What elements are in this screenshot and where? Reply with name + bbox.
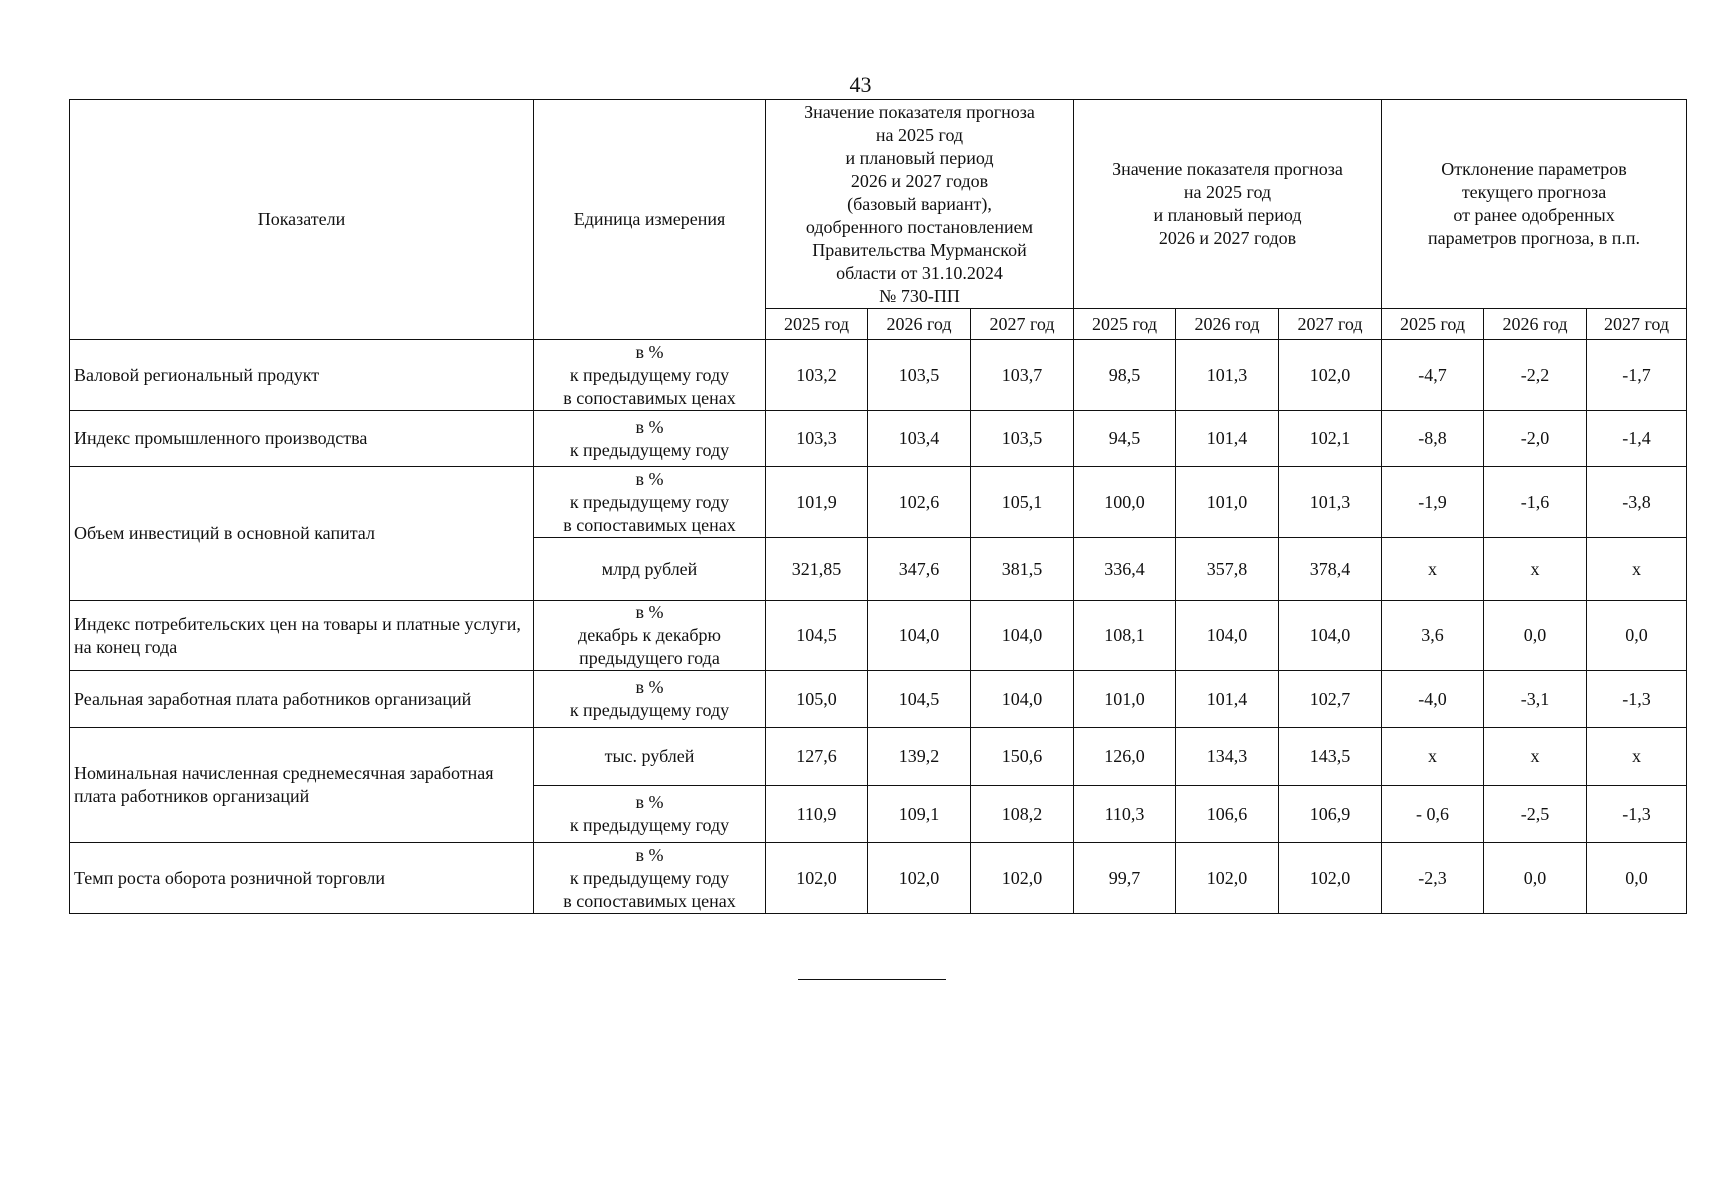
value-cell: -1,4 [1587, 411, 1687, 467]
year-header: 2026 год [1484, 309, 1587, 340]
value-cell: -1,6 [1484, 467, 1587, 538]
indicator-name: Индекс промышленного производства [70, 411, 534, 467]
value-cell: 150,6 [971, 728, 1074, 786]
value-cell: -2,5 [1484, 786, 1587, 843]
table-row [70, 601, 1687, 671]
value-cell: 134,3 [1176, 728, 1279, 786]
value-cell: 101,0 [1074, 671, 1176, 728]
value-cell: 98,5 [1074, 340, 1176, 411]
value-cell: 104,0 [1176, 601, 1279, 671]
value-cell: 104,0 [971, 601, 1074, 671]
header-current-forecast: Значение показателя прогноза на 2025 год и плановый период 2026 и 2027 годов [1074, 100, 1382, 309]
value-cell: -2,3 [1382, 843, 1484, 914]
value-cell: 109,1 [868, 786, 971, 843]
value-cell: х [1587, 728, 1687, 786]
unit-cell: в % к предыдущему году в сопоставимых ценах [534, 843, 766, 914]
table-row [70, 467, 1687, 538]
value-cell: 102,6 [868, 467, 971, 538]
header-approved-forecast: Значение показателя прогноза на 2025 год и плановый период 2026 и 2027 годов (базовый вариант), одобренного постановлением Правительства Мурманской области от 31.10.2024 № 730-ПП [766, 100, 1074, 309]
value-cell: -8,8 [1382, 411, 1484, 467]
table-row [70, 843, 1687, 914]
value-cell: 0,0 [1484, 843, 1587, 914]
value-cell: х [1484, 538, 1587, 601]
value-cell: -1,3 [1587, 671, 1687, 728]
value-cell: 106,6 [1176, 786, 1279, 843]
value-cell: 105,0 [766, 671, 868, 728]
header-deviation: Отклонение параметров текущего прогноза от ранее одобренных параметров прогноза, в п.п. [1382, 100, 1687, 309]
value-cell: 0,0 [1484, 601, 1587, 671]
year-header: 2027 год [971, 309, 1074, 340]
indicator-name: Объем инвестиций в основной капитал [70, 467, 534, 601]
value-cell: 108,2 [971, 786, 1074, 843]
value-cell: 103,3 [766, 411, 868, 467]
value-cell: -1,7 [1587, 340, 1687, 411]
value-cell: 105,1 [971, 467, 1074, 538]
value-cell: 102,1 [1279, 411, 1382, 467]
value-cell: -4,0 [1382, 671, 1484, 728]
header-unit: Единица измерения [534, 100, 766, 340]
value-cell: 104,5 [766, 601, 868, 671]
value-cell: - 0,6 [1382, 786, 1484, 843]
value-cell: -2,0 [1484, 411, 1587, 467]
unit-cell: в % к предыдущему году [534, 786, 766, 843]
unit-cell: в % к предыдущему году [534, 411, 766, 467]
value-cell: -4,7 [1382, 340, 1484, 411]
value-cell: 104,5 [868, 671, 971, 728]
value-cell: 102,0 [766, 843, 868, 914]
table-row [70, 340, 1687, 411]
value-cell: 102,0 [1176, 843, 1279, 914]
unit-cell: в % к предыдущему году [534, 671, 766, 728]
value-cell: 103,4 [868, 411, 971, 467]
value-cell: -2,2 [1484, 340, 1587, 411]
year-header: 2027 год [1587, 309, 1687, 340]
value-cell: 103,7 [971, 340, 1074, 411]
value-cell: 0,0 [1587, 843, 1687, 914]
value-cell: 110,9 [766, 786, 868, 843]
value-cell: х [1587, 538, 1687, 601]
value-cell: 104,0 [868, 601, 971, 671]
value-cell: 0,0 [1587, 601, 1687, 671]
value-cell: 102,0 [971, 843, 1074, 914]
year-header: 2026 год [868, 309, 971, 340]
value-cell: 143,5 [1279, 728, 1382, 786]
year-header: 2027 год [1279, 309, 1382, 340]
value-cell: 94,5 [1074, 411, 1176, 467]
indicator-name: Номинальная начисленная среднемесячная заработная плата работников организаций [70, 728, 534, 843]
value-cell: -3,1 [1484, 671, 1587, 728]
value-cell: 357,8 [1176, 538, 1279, 601]
header-row [70, 100, 1687, 309]
unit-cell: в % декабрь к декабрю предыдущего года [534, 601, 766, 671]
unit-cell: тыс. рублей [534, 728, 766, 786]
unit-cell: млрд рублей [534, 538, 766, 601]
value-cell: 101,4 [1176, 411, 1279, 467]
value-cell: 108,1 [1074, 601, 1176, 671]
value-cell: 106,9 [1279, 786, 1382, 843]
value-cell: 103,5 [868, 340, 971, 411]
value-cell: 347,6 [868, 538, 971, 601]
value-cell: х [1484, 728, 1587, 786]
value-cell: -3,8 [1587, 467, 1687, 538]
value-cell: 102,0 [1279, 340, 1382, 411]
table-row [70, 411, 1687, 467]
value-cell: 102,7 [1279, 671, 1382, 728]
value-cell: 139,2 [868, 728, 971, 786]
value-cell: 336,4 [1074, 538, 1176, 601]
year-header: 2025 год [1074, 309, 1176, 340]
value-cell: 101,4 [1176, 671, 1279, 728]
footer-divider [798, 979, 946, 980]
value-cell: -1,3 [1587, 786, 1687, 843]
value-cell: 99,7 [1074, 843, 1176, 914]
value-cell: 101,3 [1176, 340, 1279, 411]
table-row [70, 671, 1687, 728]
value-cell: 104,0 [971, 671, 1074, 728]
value-cell: 102,0 [868, 843, 971, 914]
year-header: 2025 год [1382, 309, 1484, 340]
value-cell: 103,5 [971, 411, 1074, 467]
indicator-name: Реальная заработная плата работников организаций [70, 671, 534, 728]
value-cell: 104,0 [1279, 601, 1382, 671]
table-row [70, 728, 1687, 786]
value-cell: 127,6 [766, 728, 868, 786]
year-header: 2026 год [1176, 309, 1279, 340]
unit-cell: в % к предыдущему году в сопоставимых ценах [534, 467, 766, 538]
value-cell: -1,9 [1382, 467, 1484, 538]
value-cell: 103,2 [766, 340, 868, 411]
value-cell: 101,3 [1279, 467, 1382, 538]
unit-cell: в % к предыдущему году в сопоставимых ценах [534, 340, 766, 411]
forecast-table [69, 99, 1687, 914]
value-cell: 378,4 [1279, 538, 1382, 601]
value-cell: 321,85 [766, 538, 868, 601]
page-number: 43 [849, 72, 872, 97]
value-cell: х [1382, 538, 1484, 601]
value-cell: 110,3 [1074, 786, 1176, 843]
value-cell: 3,6 [1382, 601, 1484, 671]
value-cell: 101,0 [1176, 467, 1279, 538]
header-indicators: Показатели [70, 100, 534, 340]
value-cell: 102,0 [1279, 843, 1382, 914]
value-cell: 126,0 [1074, 728, 1176, 786]
value-cell: 381,5 [971, 538, 1074, 601]
value-cell: 100,0 [1074, 467, 1176, 538]
year-header: 2025 год [766, 309, 868, 340]
value-cell: 101,9 [766, 467, 868, 538]
indicator-name: Темп роста оборота розничной торговли [70, 843, 534, 914]
indicator-name: Индекс потребительских цен на товары и платные услуги, на конец года [70, 601, 534, 671]
value-cell: х [1382, 728, 1484, 786]
indicator-name: Валовой региональный продукт [70, 340, 534, 411]
